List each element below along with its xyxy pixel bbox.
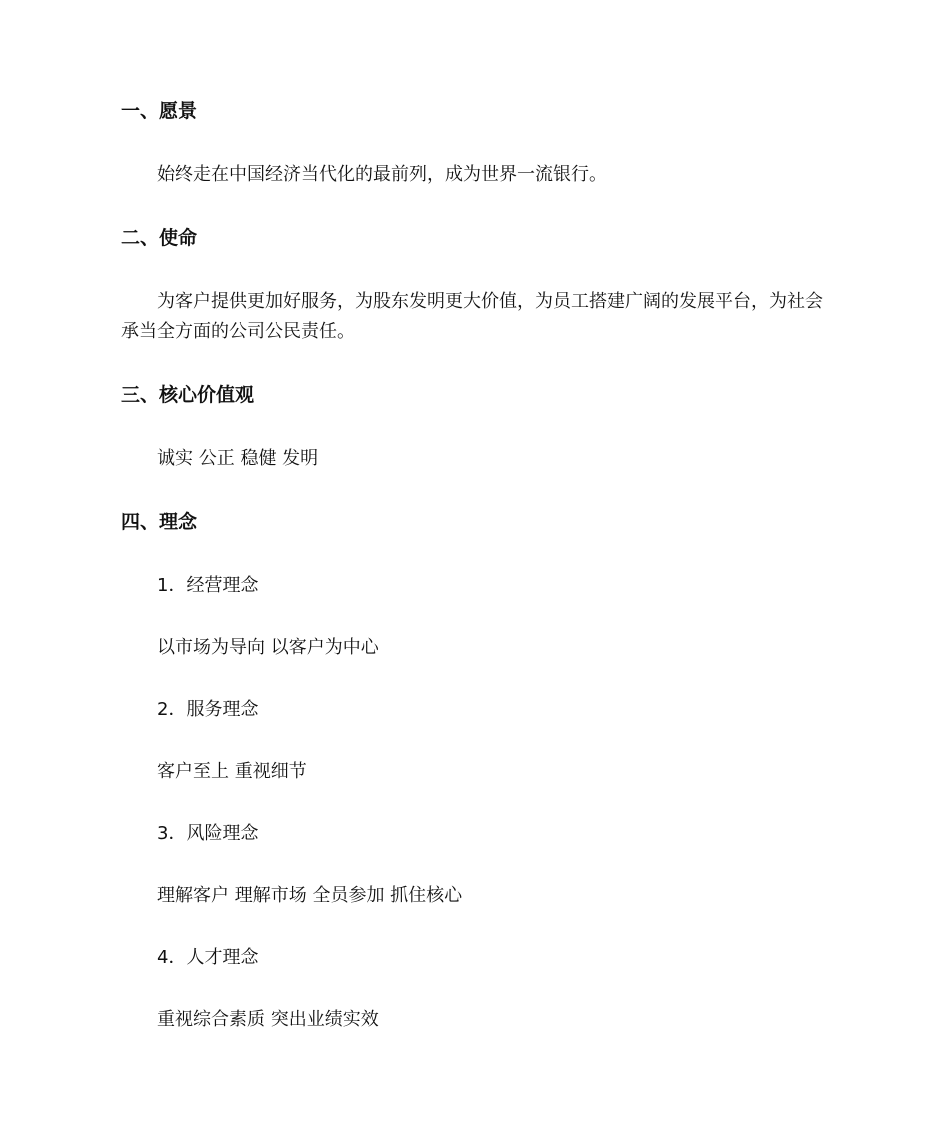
heading-core-values: 三、核心价值观 bbox=[121, 384, 255, 406]
philosophy-item-text: 重视综合素质 突出业绩实效 bbox=[157, 1009, 379, 1030]
philosophy-item-title: 1．经营理念 bbox=[157, 575, 259, 596]
mission-text-line1: 为客户提供更加好服务，为股东发明更大价值，为员工搭建广阔的发展平台，为社会 bbox=[157, 291, 823, 312]
philosophy-item-text: 理解客户 理解市场 全员参加 抓住核心 bbox=[157, 885, 463, 906]
vision-text: 始终走在中国经济当代化的最前列，成为世界一流银行。 bbox=[157, 164, 607, 185]
philosophy-item-title: 3．风险理念 bbox=[157, 823, 259, 844]
philosophy-item-title: 4．人才理念 bbox=[157, 947, 259, 968]
mission-text-line2: 承当全方面的公司公民责任。 bbox=[121, 321, 355, 342]
core-values-text: 诚实 公正 稳健 发明 bbox=[157, 448, 319, 469]
heading-vision: 一、愿景 bbox=[121, 100, 198, 122]
philosophy-item-title: 2．服务理念 bbox=[157, 699, 259, 720]
heading-mission: 二、使命 bbox=[121, 227, 198, 249]
philosophy-item-text: 以市场为导向 以客户为中心 bbox=[157, 637, 379, 658]
philosophy-item-text: 客户至上 重视细节 bbox=[157, 761, 307, 782]
heading-philosophy: 四、理念 bbox=[121, 511, 198, 533]
